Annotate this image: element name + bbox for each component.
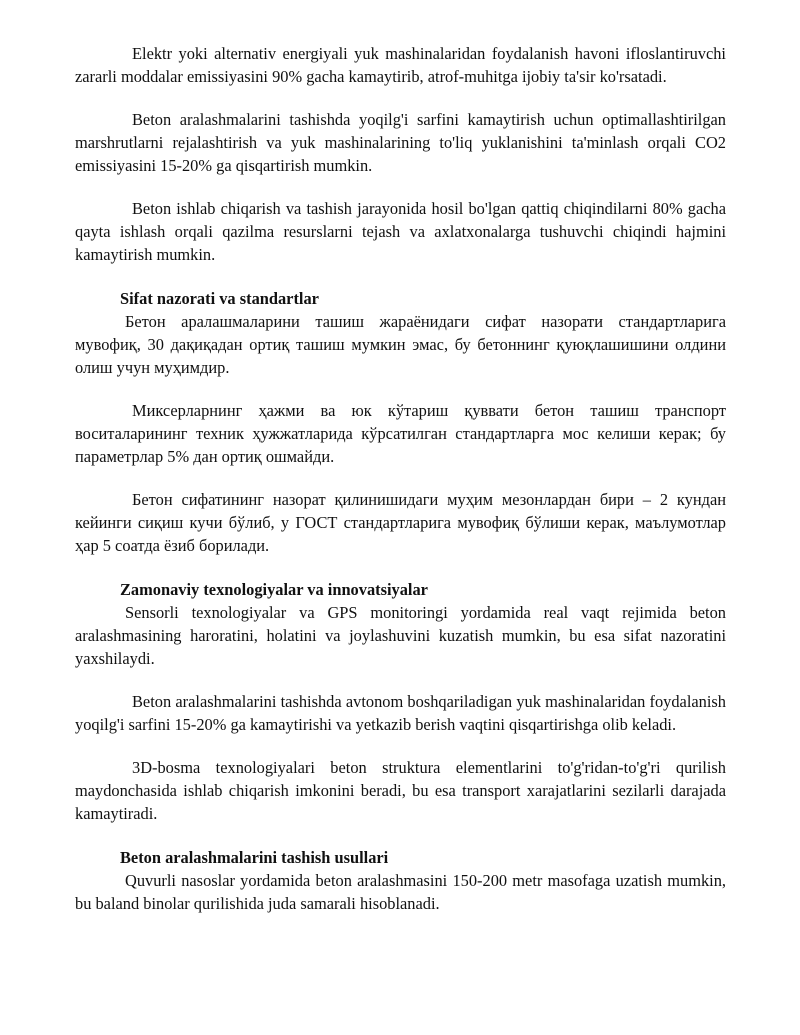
section-heading: Sifat nazorati va standartlar	[120, 289, 319, 308]
paragraph: Quvurli nasoslar yordamida beton aralashmasini 150-200 metr masofaga uzatish mumkin, bu baland binolar qurilishida juda samarali hisoblanadi.	[75, 871, 726, 913]
document-page	[75, 42, 726, 915]
paragraph: Beton aralashmalarini tashishda avtonom boshqariladigan yuk mashinalaridan foydalanish yoqilg'i sarfini 15-20% ga kamaytirishi va yetkazib berish vaqtini qisqartirishga olib keladi.	[75, 692, 726, 734]
paragraph: Elektr yoki alternativ energiyali yuk mashinalaridan foydalanish havoni ifloslantiruvchi zararli moddalar emissiyasini 90% gacha kamaytirib, atrof-muhitga ijobiy ta'sir ko'rsatadi.	[75, 44, 726, 86]
section-heading: Beton aralashmalarini tashish usullari	[120, 848, 389, 867]
paragraph: Beton ishlab chiqarish va tashish jarayonida hosil bo'lgan qattiq chiqindilarni 80% gacha qayta ishlash orqali qazilma resurslarni tejash va axlatxonalarga tushuvchi chiqindi hajmini kamaytirish mumkin.	[75, 199, 726, 264]
paragraph: Beton aralashmalarini tashishda yoqilg'i sarfini kamaytirish uchun optimallashtirilgan marshrutlarni rejalashtirish va yuk mashinalarining to'liq yuklanishini ta'minlash orqali CO2 emissiyasini 15-20% ga qisqartirish mumkin.	[75, 110, 726, 175]
paragraph: Бетон аралашмаларини ташиш жараёнидаги сифат назорати стандартларига мувофиқ, 30 дақиқадан ортиқ ташиш мумкин эмас, бу бетоннинг қуюқлашишини олдини олиш учун муҳимдир.	[75, 312, 726, 377]
paragraph: Миксерларнинг ҳажми ва юк кўтариш қуввати бетон ташиш транспорт воситаларининг техник ҳужжатларида кўрсатилган стандартларга мос келиши керак; бу параметрлар 5% дан ортиқ ошмайди.	[75, 401, 726, 466]
paragraph: 3D-bosma texnologiyalari beton struktura elementlarini to'g'ridan-to'g'ri qurilish maydonchasida ishlab chiqarish imkonini beradi, bu esa transport xarajatlarini sezilarli darajada kamaytiradi.	[75, 758, 726, 823]
paragraph: Sensorli texnologiyalar va GPS monitoringi yordamida real vaqt rejimida beton aralashmasining haroratini, holatini va joylashuvini kuzatish mumkin, bu esa sifat nazoratini yaxshilaydi.	[75, 603, 726, 668]
paragraph: Бетон сифатининг назорат қилинишидаги муҳим мезонлардан бири – 2 кундан кейинги сиқиш кучи бўлиб, у ГОСТ стандартларига мувофиқ бўлиши керак, маълумотлар ҳар 5 соатда ёзиб борилади.	[75, 490, 726, 555]
section-heading: Zamonaviy texnologiyalar va innovatsiyalar	[120, 580, 428, 599]
